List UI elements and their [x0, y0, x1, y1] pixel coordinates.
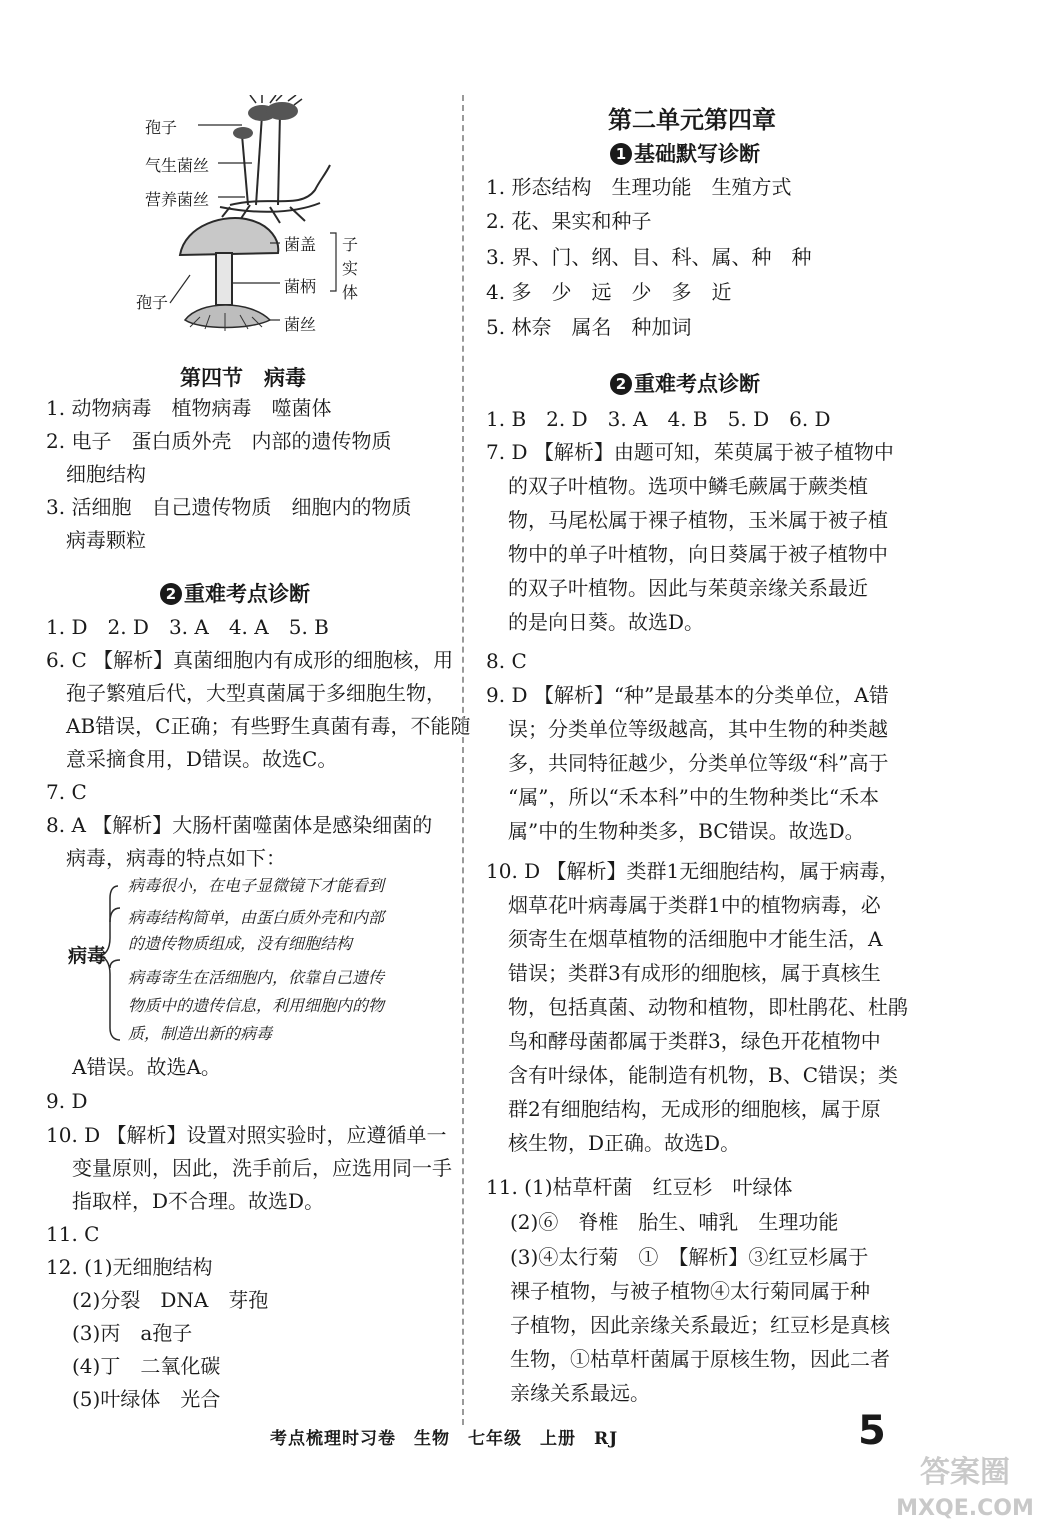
- basic-answer: 4. 多 少 远 少 多 近: [486, 280, 732, 304]
- key-heading-right: 2 重难考点诊断: [610, 368, 760, 398]
- answer-line: 9. D: [46, 1089, 88, 1113]
- answer-line: 11. C: [46, 1222, 100, 1246]
- virus-feature-item: 质，制造出新的病毒: [128, 1024, 273, 1043]
- fruiting-body-char-1: 子: [342, 235, 359, 254]
- answer-line: A错误。故选A。: [72, 1055, 221, 1079]
- page-number: 5: [858, 1408, 886, 1454]
- basic-answer: 1. 形态结构 生理功能 生殖方式: [486, 175, 792, 199]
- mushroom-label-cap: 菌盖: [284, 235, 317, 254]
- answer-line: 10. D 【解析】类群1无细胞结构，属于病毒，: [486, 859, 900, 883]
- answer-line: 物，马尾松属于裸子植物，玉米属于被子植: [508, 508, 888, 532]
- answer-line: 8. A 【解析】大肠杆菌噬菌体是感染细菌的: [46, 813, 433, 837]
- virus-feature-diagram: [68, 868, 438, 1048]
- answer-line: 属”中的生物种类多，BC错误。故选D。: [508, 819, 865, 843]
- answer-line: 错误；类群3有成形的细胞核，属于真核生: [508, 961, 881, 985]
- basic-answer-3: 3. 活细胞 自己遗传物质 细胞内的物质: [46, 495, 412, 519]
- answer-line: 群2有细胞结构，无成形的细胞核，属于原: [508, 1097, 881, 1121]
- answer-line: 亲缘关系最远。: [510, 1381, 650, 1405]
- answer-line: 12. (1)无细胞结构: [46, 1255, 213, 1279]
- mold-label-aerial-hyphae: 气生菌丝: [145, 156, 210, 175]
- mold-label-nutrient-hyphae: 营养菌丝: [145, 190, 210, 209]
- column-divider: [462, 95, 464, 1425]
- key-heading-left: 2 重难考点诊断: [160, 578, 310, 608]
- virus-feature-item: 病毒很小，在电子显微镜下才能看到: [128, 876, 385, 895]
- answer-line: 生物，①枯草杆菌属于原核生物，因此二者: [510, 1347, 890, 1371]
- mold-label-spore: 孢子: [145, 118, 178, 137]
- virus-feature-item: 的遗传物质组成，没有细胞结构: [128, 934, 353, 953]
- answer-line: (2)分裂 DNA 芽孢: [72, 1288, 269, 1312]
- basic-answer: 5. 林奈 属名 种加词: [486, 315, 692, 339]
- answer-line: 病毒，病毒的特点如下：: [66, 846, 286, 870]
- number-badge-icon: 2: [160, 583, 182, 605]
- answer-line: 误；分类单位等级越高，其中生物的种类越: [508, 717, 888, 741]
- answer-line: 10. D 【解析】设置对照实验时，应遵循单一: [46, 1123, 447, 1147]
- basic-answer: 3. 界、门、纲、目、科、属、种 种: [486, 245, 812, 269]
- answer-line: 须寄生在烟草植物的活细胞中才能生活，A: [508, 927, 883, 951]
- answer-line: 孢子繁殖后代，大型真菌属于多细胞生物，: [66, 681, 446, 705]
- fruiting-body-char-3: 体: [342, 283, 359, 302]
- answer-line: 6. C 【解析】真菌细胞内有成形的细胞核，用: [46, 648, 454, 672]
- chapter-title: 第二单元第四章: [608, 106, 776, 134]
- answer-line: 11. (1)枯草杆菌 红豆杉 叶绿体: [486, 1175, 793, 1199]
- answer-line: 9. D 【解析】“种”是最基本的分类单位，A错: [486, 683, 889, 707]
- answer-line: 含有叶绿体，能制造有机物，B、C错误；类: [508, 1063, 898, 1087]
- virus-diagram-root: 病毒: [68, 945, 107, 967]
- page-footer: 考点梳理时习卷 生物 七年级 上册 RJ: [270, 1429, 619, 1449]
- answer-line: “属”，所以“禾本科”中的生物种类比“禾本: [508, 785, 880, 809]
- answer-line: 物中的单子叶植物，向日葵属于被子植物中: [508, 542, 888, 566]
- mushroom-label-hyphae: 菌丝: [284, 315, 317, 334]
- answer-line: (5)叶绿体 光合: [72, 1387, 221, 1411]
- watermark-logo: 答案圈 MXQE.COM: [896, 1455, 1034, 1521]
- answer-line: 的双子叶植物。选项中鳞毛蕨属于蕨类植: [508, 474, 868, 498]
- answer-line: 裸子植物，与被子植物④太行菊同属于种: [510, 1279, 870, 1303]
- answer-line: 的双子叶植物。因此与茱萸亲缘关系最近: [508, 576, 868, 600]
- basic-answer: 2. 花、果实和种子: [486, 209, 652, 233]
- answer-line: 7. C: [46, 780, 87, 804]
- answer-line: 变量原则，因此，洗手前后，应选用同一手: [72, 1156, 452, 1180]
- answer-line: 意采摘食用，D错误。故选C。: [66, 747, 338, 771]
- fruiting-body-char-2: 实: [342, 259, 359, 278]
- answer-line: 烟草花叶病毒属于类群1中的植物病毒，必: [508, 893, 881, 917]
- answer-line: 1. D 2. D 3. A 4. A 5. B: [46, 615, 329, 639]
- number-badge-icon: 1: [610, 143, 632, 165]
- answer-line: (4)丁 二氧化碳: [72, 1354, 221, 1378]
- answer-line: 鸟和酵母菌都属于类群3，绿色开花植物中: [508, 1029, 881, 1053]
- mushroom-label-stalk: 菌柄: [284, 277, 317, 296]
- answer-line: AB错误，C正确；有些野生真菌有毒，不能随: [66, 714, 471, 738]
- answer-line: (3)④太行菊 ① 【解析】③红豆杉属于: [510, 1245, 869, 1269]
- answer-line: 8. C: [486, 649, 527, 673]
- virus-feature-item: 物质中的遗传信息，利用细胞内的物: [128, 996, 385, 1015]
- answer-line: 子植物，因此亲缘关系最近；红豆杉是真核: [510, 1313, 890, 1337]
- answer-line: 物，包括真菌、动物和植物，即杜鹃花、杜鹃: [508, 995, 908, 1019]
- section-title: 第四节 病毒: [180, 366, 306, 390]
- answer-line: 1. B 2. D 3. A 4. B 5. D 6. D: [486, 407, 831, 431]
- answer-line: 的是向日葵。故选D。: [508, 610, 705, 634]
- virus-feature-item: 病毒寄生在活细胞内，依靠自己遗传: [128, 968, 385, 987]
- answer-line: (2)⑥ 脊椎 胎生、哺乳 生理功能: [510, 1210, 839, 1234]
- basic-answer-3-cont: 病毒颗粒: [66, 528, 146, 552]
- answer-line: 核生物，D正确。故选D。: [508, 1131, 741, 1155]
- answer-line: 7. D 【解析】由题可知，茱萸属于被子植物中: [486, 440, 894, 464]
- basic-answer-2-cont: 细胞结构: [66, 462, 146, 486]
- mushroom-label-spore: 孢子: [136, 293, 169, 312]
- virus-feature-item: 病毒结构简单，由蛋白质外壳和内部: [128, 908, 385, 927]
- answer-line: (3)丙 a孢子: [72, 1321, 193, 1345]
- number-badge-icon: 2: [610, 373, 632, 395]
- basic-answer-1: 1. 动物病毒 植物病毒 噬菌体: [46, 396, 332, 420]
- basic-answer-2: 2. 电子 蛋白质外壳 内部的遗传物质: [46, 429, 392, 453]
- answer-line: 多，共同特征越少，分类单位等级“科”高于: [508, 751, 889, 775]
- answer-line: 指取样，D不合理。故选D。: [72, 1189, 325, 1213]
- basic-heading-right: 1 基础默写诊断: [610, 138, 760, 168]
